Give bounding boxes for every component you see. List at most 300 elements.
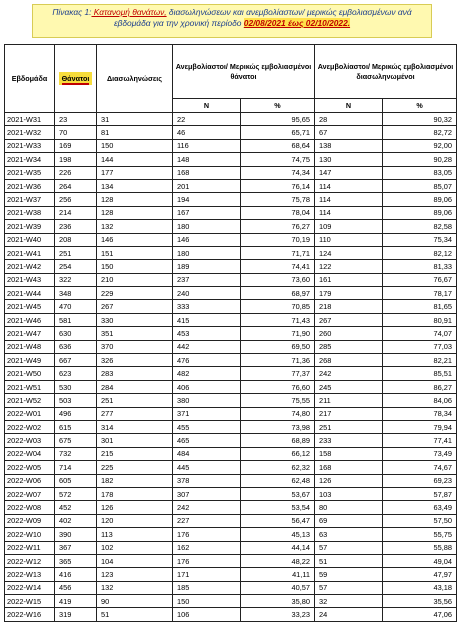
cell-unvax-intubated-pct: 90,28 [383, 153, 457, 166]
cell-intubations: 150 [97, 260, 173, 273]
cell-unvax-intubated-n: 80 [315, 501, 383, 514]
cell-unvax-deaths-n: 180 [173, 246, 241, 259]
cell-unvax-deaths-pct: 76,60 [241, 380, 315, 393]
cell-unvax-intubated-pct: 79,94 [383, 420, 457, 433]
cell-intubations: 51 [97, 608, 173, 621]
cell-week: 2022-W06 [5, 474, 55, 487]
cell-intubations: 284 [97, 380, 173, 393]
cell-deaths: 732 [55, 447, 97, 460]
cell-deaths: 714 [55, 461, 97, 474]
cell-intubations: 351 [97, 327, 173, 340]
cell-unvax-deaths-pct: 70,19 [241, 233, 315, 246]
cell-intubations: 215 [97, 447, 173, 460]
cell-intubations: 326 [97, 354, 173, 367]
cell-week: 2021-W47 [5, 327, 55, 340]
cell-unvax-deaths-pct: 74,75 [241, 153, 315, 166]
cell-deaths: 319 [55, 608, 97, 621]
table-row [5, 233, 457, 246]
subheader-n: Ν [315, 99, 383, 113]
cell-intubations: 182 [97, 474, 173, 487]
cell-unvax-deaths-n: 106 [173, 608, 241, 621]
cell-unvax-deaths-n: 465 [173, 434, 241, 447]
cell-unvax-deaths-pct: 74,41 [241, 260, 315, 273]
cell-unvax-deaths-pct: 33,23 [241, 608, 315, 621]
cell-intubations: 178 [97, 487, 173, 500]
cell-intubations: 123 [97, 568, 173, 581]
cell-unvax-deaths-pct: 75,55 [241, 394, 315, 407]
cell-deaths: 390 [55, 528, 97, 541]
cell-week: 2022-W09 [5, 514, 55, 527]
cell-week: 2022-W15 [5, 595, 55, 608]
cell-intubations: 134 [97, 179, 173, 192]
table-row [5, 514, 457, 527]
cell-unvax-intubated-pct: 85,51 [383, 367, 457, 380]
cell-deaths: 348 [55, 287, 97, 300]
cell-unvax-intubated-n: 158 [315, 447, 383, 460]
header-deaths: Θάνατοι [55, 45, 97, 113]
cell-unvax-deaths-n: 476 [173, 354, 241, 367]
cell-unvax-deaths-pct: 76,27 [241, 220, 315, 233]
cell-unvax-deaths-pct: 75,78 [241, 193, 315, 206]
cell-unvax-intubated-pct: 82,72 [383, 126, 457, 139]
cell-week: 2021-W40 [5, 233, 55, 246]
cell-unvax-intubated-pct: 80,91 [383, 313, 457, 326]
cell-intubations: 102 [97, 541, 173, 554]
cell-unvax-intubated-n: 251 [315, 420, 383, 433]
cell-unvax-intubated-pct: 86,27 [383, 380, 457, 393]
cell-unvax-intubated-pct: 78,17 [383, 287, 457, 300]
cell-unvax-deaths-n: 455 [173, 420, 241, 433]
table-row [5, 300, 457, 313]
cell-unvax-intubated-pct: 43,18 [383, 581, 457, 594]
cell-unvax-deaths-n: 445 [173, 461, 241, 474]
cell-unvax-deaths-n: 201 [173, 179, 241, 192]
cell-week: 2022-W11 [5, 541, 55, 554]
cell-unvax-deaths-pct: 77,37 [241, 367, 315, 380]
table-row [5, 220, 457, 233]
cell-unvax-intubated-pct: 77,41 [383, 434, 457, 447]
cell-unvax-deaths-n: 453 [173, 327, 241, 340]
cell-unvax-deaths-n: 194 [173, 193, 241, 206]
cell-unvax-deaths-n: 380 [173, 394, 241, 407]
subheader-pct: % [241, 99, 315, 113]
cell-unvax-deaths-n: 185 [173, 581, 241, 594]
table-row [5, 246, 457, 259]
cell-deaths: 456 [55, 581, 97, 594]
cell-unvax-intubated-pct: 90,32 [383, 113, 457, 126]
table-row [5, 313, 457, 326]
cell-unvax-deaths-n: 242 [173, 501, 241, 514]
header-unvax-intubated: Ανεμβολίαστοι/ Μερικώς εμβολιασμένοι διασωληνωμένοι [315, 45, 457, 99]
cell-week: 2021-W35 [5, 166, 55, 179]
cell-unvax-intubated-pct: 89,06 [383, 193, 457, 206]
cell-deaths: 226 [55, 166, 97, 179]
cell-week: 2021-W31 [5, 113, 55, 126]
cell-week: 2022-W07 [5, 487, 55, 500]
cell-deaths: 365 [55, 554, 97, 567]
cell-unvax-deaths-pct: 71,90 [241, 327, 315, 340]
cell-deaths: 236 [55, 220, 97, 233]
cell-deaths: 630 [55, 327, 97, 340]
table-row [5, 581, 457, 594]
table-row [5, 126, 457, 139]
cell-intubations: 150 [97, 139, 173, 152]
cell-unvax-deaths-pct: 44,14 [241, 541, 315, 554]
cell-week: 2022-W16 [5, 608, 55, 621]
cell-unvax-intubated-pct: 49,04 [383, 554, 457, 567]
cell-unvax-intubated-n: 217 [315, 407, 383, 420]
cell-deaths: 254 [55, 260, 97, 273]
cell-unvax-intubated-pct: 81,33 [383, 260, 457, 273]
cell-unvax-intubated-n: 218 [315, 300, 383, 313]
table-row [5, 260, 457, 273]
cell-unvax-deaths-pct: 73,60 [241, 273, 315, 286]
cell-intubations: 251 [97, 394, 173, 407]
cell-unvax-deaths-n: 227 [173, 514, 241, 527]
cell-week: 2021-W39 [5, 220, 55, 233]
cell-intubations: 126 [97, 501, 173, 514]
cell-unvax-intubated-pct: 74,07 [383, 327, 457, 340]
cell-unvax-intubated-n: 24 [315, 608, 383, 621]
cell-unvax-deaths-n: 307 [173, 487, 241, 500]
cell-unvax-intubated-pct: 47,06 [383, 608, 457, 621]
cell-week: 2021-W43 [5, 273, 55, 286]
cell-unvax-intubated-pct: 63,49 [383, 501, 457, 514]
cell-unvax-intubated-pct: 84,06 [383, 394, 457, 407]
cell-deaths: 402 [55, 514, 97, 527]
cell-deaths: 264 [55, 179, 97, 192]
cell-deaths: 572 [55, 487, 97, 500]
cell-week: 2021-W44 [5, 287, 55, 300]
cell-unvax-deaths-pct: 73,98 [241, 420, 315, 433]
cell-intubations: 210 [97, 273, 173, 286]
table-row [5, 608, 457, 621]
cell-intubations: 370 [97, 340, 173, 353]
cell-deaths: 256 [55, 193, 97, 206]
cell-intubations: 151 [97, 246, 173, 259]
cell-unvax-deaths-pct: 71,36 [241, 354, 315, 367]
cell-intubations: 229 [97, 287, 173, 300]
cell-unvax-intubated-n: 179 [315, 287, 383, 300]
table-row [5, 568, 457, 581]
cell-intubations: 132 [97, 581, 173, 594]
cell-deaths: 675 [55, 434, 97, 447]
table-row [5, 595, 457, 608]
cell-unvax-deaths-pct: 56,47 [241, 514, 315, 527]
cell-week: 2022-W05 [5, 461, 55, 474]
cell-deaths: 581 [55, 313, 97, 326]
cell-unvax-intubated-pct: 82,21 [383, 354, 457, 367]
table-row [5, 153, 457, 166]
table-row [5, 474, 457, 487]
table-caption [32, 4, 432, 38]
cell-unvax-deaths-n: 167 [173, 206, 241, 219]
table-row [5, 206, 457, 219]
cell-unvax-intubated-n: 147 [315, 166, 383, 179]
cell-unvax-intubated-n: 233 [315, 434, 383, 447]
cell-unvax-intubated-n: 267 [315, 313, 383, 326]
cell-unvax-deaths-pct: 45,13 [241, 528, 315, 541]
cell-intubations: 132 [97, 220, 173, 233]
cell-unvax-deaths-pct: 95,65 [241, 113, 315, 126]
cell-deaths: 452 [55, 501, 97, 514]
cell-intubations: 104 [97, 554, 173, 567]
table-row [5, 166, 457, 179]
cell-intubations: 283 [97, 367, 173, 380]
cell-unvax-intubated-n: 63 [315, 528, 383, 541]
cell-unvax-deaths-n: 371 [173, 407, 241, 420]
cell-unvax-intubated-n: 285 [315, 340, 383, 353]
cell-unvax-deaths-pct: 76,14 [241, 179, 315, 192]
cell-deaths: 214 [55, 206, 97, 219]
table-row [5, 193, 457, 206]
cell-intubations: 225 [97, 461, 173, 474]
cell-unvax-intubated-n: 138 [315, 139, 383, 152]
cell-unvax-deaths-pct: 48,22 [241, 554, 315, 567]
cell-deaths: 169 [55, 139, 97, 152]
cell-unvax-intubated-n: 110 [315, 233, 383, 246]
cell-unvax-deaths-n: 22 [173, 113, 241, 126]
table-row [5, 434, 457, 447]
cell-unvax-intubated-n: 114 [315, 193, 383, 206]
cell-unvax-deaths-n: 237 [173, 273, 241, 286]
cell-unvax-intubated-n: 242 [315, 367, 383, 380]
cell-unvax-intubated-n: 126 [315, 474, 383, 487]
cell-week: 2022-W03 [5, 434, 55, 447]
cell-unvax-deaths-n: 171 [173, 568, 241, 581]
cell-week: 2021-W48 [5, 340, 55, 353]
cell-unvax-deaths-n: 415 [173, 313, 241, 326]
cell-week: 2022-W02 [5, 420, 55, 433]
caption-date-range: 02/08/2021 έως 02/10/2022. [243, 18, 351, 28]
cell-intubations: 177 [97, 166, 173, 179]
table-row [5, 179, 457, 192]
cell-unvax-intubated-pct: 55,75 [383, 528, 457, 541]
cell-intubations: 277 [97, 407, 173, 420]
cell-week: 2022-W13 [5, 568, 55, 581]
cell-deaths: 251 [55, 246, 97, 259]
cell-unvax-deaths-pct: 53,54 [241, 501, 315, 514]
table-row [5, 367, 457, 380]
cell-unvax-intubated-n: 28 [315, 113, 383, 126]
cell-unvax-intubated-n: 114 [315, 179, 383, 192]
table-row [5, 380, 457, 393]
table-row [5, 554, 457, 567]
cell-intubations: 31 [97, 113, 173, 126]
cell-unvax-deaths-pct: 66,12 [241, 447, 315, 460]
cell-week: 2021-W50 [5, 367, 55, 380]
cell-deaths: 23 [55, 113, 97, 126]
cell-unvax-deaths-n: 146 [173, 233, 241, 246]
data-table [4, 44, 457, 622]
cell-week: 2021-W52 [5, 394, 55, 407]
cell-unvax-deaths-pct: 71,71 [241, 246, 315, 259]
cell-unvax-deaths-pct: 53,67 [241, 487, 315, 500]
cell-unvax-intubated-pct: 74,67 [383, 461, 457, 474]
table-row [5, 354, 457, 367]
cell-deaths: 605 [55, 474, 97, 487]
cell-week: 2022-W14 [5, 581, 55, 594]
cell-unvax-intubated-n: 51 [315, 554, 383, 567]
cell-week: 2022-W01 [5, 407, 55, 420]
cell-unvax-deaths-pct: 68,97 [241, 287, 315, 300]
cell-week: 2021-W38 [5, 206, 55, 219]
cell-unvax-intubated-n: 268 [315, 354, 383, 367]
subheader-n: Ν [173, 99, 241, 113]
cell-unvax-deaths-pct: 41,11 [241, 568, 315, 581]
cell-unvax-deaths-n: 162 [173, 541, 241, 554]
header-intubations: Διασωληνώσεις [97, 45, 173, 113]
cell-unvax-deaths-n: 150 [173, 595, 241, 608]
cell-intubations: 120 [97, 514, 173, 527]
cell-unvax-intubated-n: 32 [315, 595, 383, 608]
cell-unvax-deaths-pct: 78,04 [241, 206, 315, 219]
cell-intubations: 330 [97, 313, 173, 326]
table-row [5, 327, 457, 340]
cell-unvax-deaths-n: 176 [173, 528, 241, 541]
cell-unvax-deaths-n: 482 [173, 367, 241, 380]
cell-unvax-intubated-pct: 83,05 [383, 166, 457, 179]
cell-week: 2021-W42 [5, 260, 55, 273]
cell-unvax-intubated-pct: 85,07 [383, 179, 457, 192]
caption-label: Πίνακας 1: [52, 7, 92, 17]
cell-unvax-intubated-n: 114 [315, 206, 383, 219]
caption-deaths-text: Κατανομή θανάτων, [91, 7, 167, 17]
cell-unvax-intubated-n: 245 [315, 380, 383, 393]
cell-unvax-intubated-n: 130 [315, 153, 383, 166]
table-row [5, 273, 457, 286]
cell-unvax-deaths-pct: 69,50 [241, 340, 315, 353]
cell-deaths: 322 [55, 273, 97, 286]
cell-intubations: 144 [97, 153, 173, 166]
cell-intubations: 113 [97, 528, 173, 541]
table-row [5, 287, 457, 300]
cell-unvax-deaths-n: 189 [173, 260, 241, 273]
cell-deaths: 416 [55, 568, 97, 581]
cell-intubations: 128 [97, 193, 173, 206]
cell-unvax-deaths-pct: 62,32 [241, 461, 315, 474]
table-row [5, 447, 457, 460]
cell-deaths: 503 [55, 394, 97, 407]
cell-unvax-deaths-pct: 70,85 [241, 300, 315, 313]
cell-unvax-intubated-n: 57 [315, 541, 383, 554]
table-row [5, 541, 457, 554]
cell-deaths: 615 [55, 420, 97, 433]
cell-deaths: 636 [55, 340, 97, 353]
cell-unvax-deaths-pct: 68,89 [241, 434, 315, 447]
cell-unvax-intubated-pct: 73,49 [383, 447, 457, 460]
cell-week: 2021-W46 [5, 313, 55, 326]
cell-week: 2021-W37 [5, 193, 55, 206]
cell-unvax-intubated-pct: 35,56 [383, 595, 457, 608]
cell-week: 2022-W08 [5, 501, 55, 514]
cell-deaths: 496 [55, 407, 97, 420]
table-row [5, 420, 457, 433]
cell-unvax-deaths-n: 116 [173, 139, 241, 152]
table-row [5, 461, 457, 474]
cell-deaths: 419 [55, 595, 97, 608]
cell-deaths: 198 [55, 153, 97, 166]
cell-unvax-intubated-n: 109 [315, 220, 383, 233]
table-row [5, 528, 457, 541]
cell-intubations: 314 [97, 420, 173, 433]
cell-unvax-intubated-n: 57 [315, 581, 383, 594]
cell-unvax-deaths-pct: 35,80 [241, 595, 315, 608]
cell-unvax-deaths-n: 484 [173, 447, 241, 460]
cell-intubations: 146 [97, 233, 173, 246]
cell-unvax-intubated-pct: 57,50 [383, 514, 457, 527]
cell-intubations: 267 [97, 300, 173, 313]
cell-unvax-deaths-n: 180 [173, 220, 241, 233]
cell-unvax-intubated-n: 103 [315, 487, 383, 500]
table-row [5, 501, 457, 514]
cell-unvax-intubated-n: 124 [315, 246, 383, 259]
cell-unvax-deaths-pct: 71,43 [241, 313, 315, 326]
header-week: Εβδομάδα [5, 45, 55, 113]
cell-week: 2021-W33 [5, 139, 55, 152]
cell-unvax-deaths-pct: 74,34 [241, 166, 315, 179]
cell-unvax-intubated-pct: 69,23 [383, 474, 457, 487]
cell-unvax-intubated-pct: 57,87 [383, 487, 457, 500]
cell-unvax-intubated-pct: 81,65 [383, 300, 457, 313]
cell-unvax-deaths-pct: 74,80 [241, 407, 315, 420]
cell-unvax-intubated-pct: 75,34 [383, 233, 457, 246]
cell-deaths: 70 [55, 126, 97, 139]
cell-unvax-deaths-pct: 40,57 [241, 581, 315, 594]
cell-week: 2021-W45 [5, 300, 55, 313]
cell-unvax-deaths-n: 333 [173, 300, 241, 313]
cell-unvax-deaths-n: 46 [173, 126, 241, 139]
cell-unvax-deaths-pct: 68,64 [241, 139, 315, 152]
cell-unvax-deaths-pct: 62,48 [241, 474, 315, 487]
cell-unvax-intubated-n: 69 [315, 514, 383, 527]
cell-week: 2022-W12 [5, 554, 55, 567]
cell-week: 2021-W41 [5, 246, 55, 259]
cell-deaths: 667 [55, 354, 97, 367]
subheader-pct: % [383, 99, 457, 113]
cell-unvax-intubated-n: 168 [315, 461, 383, 474]
cell-unvax-deaths-pct: 65,71 [241, 126, 315, 139]
cell-week: 2022-W04 [5, 447, 55, 460]
cell-week: 2021-W32 [5, 126, 55, 139]
cell-week: 2022-W10 [5, 528, 55, 541]
cell-deaths: 208 [55, 233, 97, 246]
cell-intubations: 81 [97, 126, 173, 139]
table-row [5, 340, 457, 353]
cell-unvax-intubated-n: 59 [315, 568, 383, 581]
cell-unvax-intubated-n: 161 [315, 273, 383, 286]
cell-deaths: 367 [55, 541, 97, 554]
table-row [5, 113, 457, 126]
header-row [5, 45, 457, 99]
header-unvax-deaths: Ανεμβολίαστοι/ Μερικώς εμβολιασμένοι θάνατοι [173, 45, 315, 99]
cell-intubations: 90 [97, 595, 173, 608]
cell-intubations: 128 [97, 206, 173, 219]
cell-unvax-intubated-n: 260 [315, 327, 383, 340]
cell-unvax-intubated-pct: 78,34 [383, 407, 457, 420]
cell-week: 2021-W49 [5, 354, 55, 367]
caption-text: διασωληνώσεων και ανεμβολίαστων/ μερικώς εμβολιασμένων ανά εβδομάδα για την χρονική περίοδο [113, 7, 412, 28]
cell-unvax-intubated-pct: 82,58 [383, 220, 457, 233]
cell-unvax-intubated-pct: 89,06 [383, 206, 457, 219]
cell-unvax-intubated-pct: 77,03 [383, 340, 457, 353]
cell-unvax-deaths-n: 406 [173, 380, 241, 393]
table-row [5, 139, 457, 152]
cell-unvax-intubated-n: 211 [315, 394, 383, 407]
table-row [5, 487, 457, 500]
cell-unvax-deaths-n: 168 [173, 166, 241, 179]
cell-deaths: 470 [55, 300, 97, 313]
